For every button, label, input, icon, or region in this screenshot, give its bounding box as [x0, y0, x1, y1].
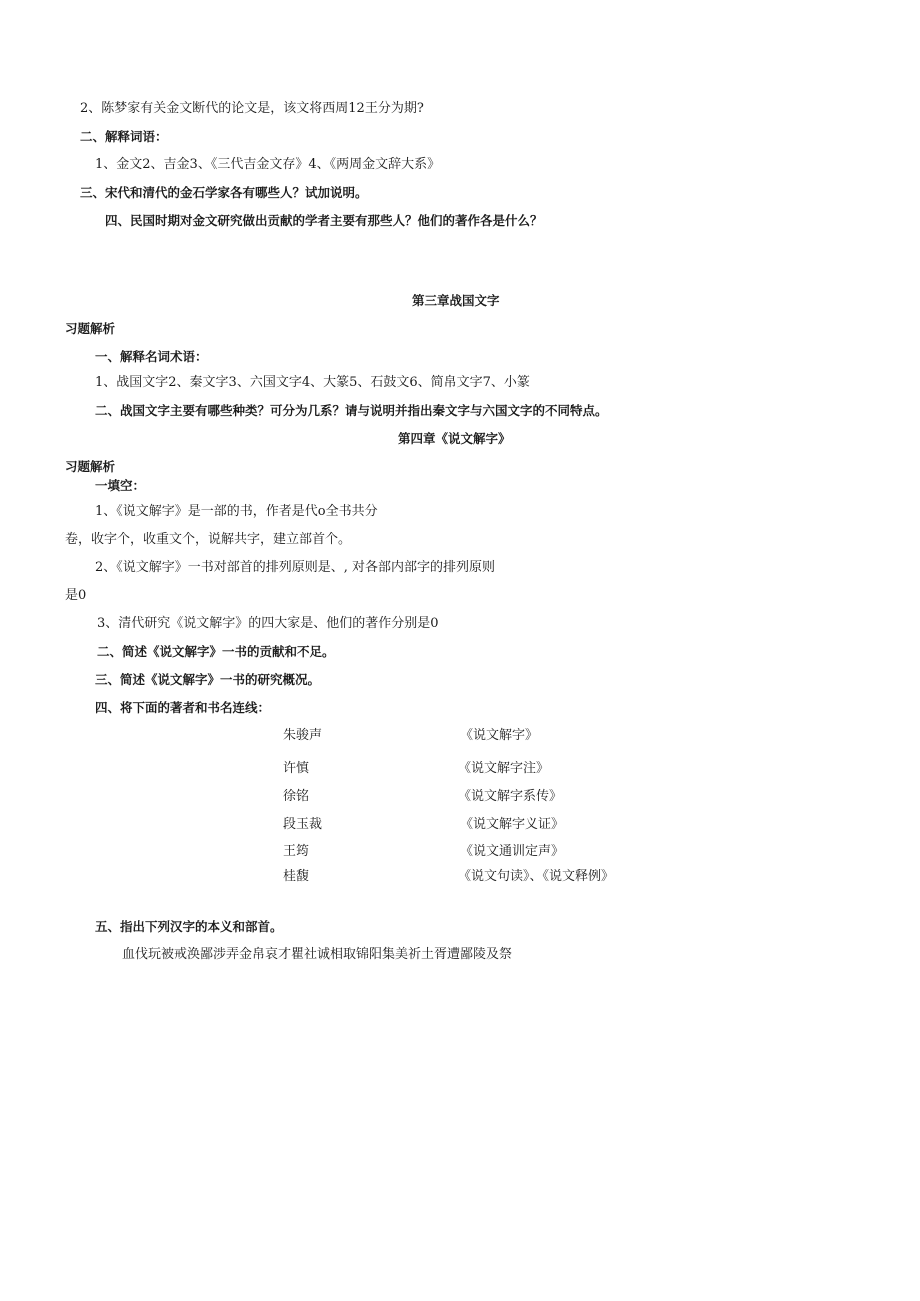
author-name: 王筠	[283, 844, 310, 859]
fill-question-1b: 卷，收字个，收重文个，说解共字，建立部首个。	[65, 532, 352, 547]
section-heading-3: 三、宋代和清代的金石学家各有哪些人？试加说明。	[80, 185, 368, 200]
fill-question-3: 3、清代研究《说文解字》的四大家是、他们的著作分别是0	[97, 616, 439, 631]
author-name: 许慎	[283, 761, 310, 776]
section-heading-2: 二、战国文字主要有哪些种类？可分为几系？请与说明并指出秦文字与六国文字的不同特点。	[95, 403, 608, 418]
exercise-heading: 习题解析	[65, 321, 116, 336]
section-heading-4: 四、民国时期对金文研究做出贡献的学者主要有那些人？他们的著作各是什么？	[105, 213, 543, 228]
author-name: 徐铭	[283, 789, 310, 804]
term-list: 1、金文2、吉金3、《三代吉金文存》4、《两周金文辞大系》	[95, 157, 441, 172]
author-name: 桂馥	[283, 869, 310, 884]
book-title: 《说文解字义证》	[460, 817, 565, 832]
section-heading-2: 二、简述《说文解字》一书的贡献和不足。	[97, 644, 335, 659]
book-title: 《说文通训定声》	[460, 844, 565, 859]
book-title: 《说文解字》	[460, 728, 539, 743]
section-heading-1: 一、解释名词术语：	[95, 349, 208, 364]
author-name: 朱骏声	[283, 728, 323, 743]
fill-question-2b: 是0	[65, 588, 87, 603]
section-heading-4: 四、将下面的著者和书名连线：	[95, 700, 271, 715]
term-list: 1、战国文字2、秦文字3、六国文字4、大篆5、石鼓文6、简帛文字7、小篆	[95, 375, 530, 390]
book-title: 《说文句读》、《说文释例》	[458, 869, 615, 884]
section-heading-1: 一填空：	[95, 478, 146, 493]
chapter-3-title: 第三章战国文字	[412, 293, 500, 308]
author-name: 段玉裁	[283, 817, 323, 832]
book-title: 《说文解字系传》	[458, 789, 563, 804]
section-heading-3: 三、简述《说文解字》一书的研究概况。	[95, 672, 321, 687]
question-2: 2、陈梦家有关金文断代的论文是，该文将西周12王分为期?	[80, 101, 424, 116]
character-list: 血伐玩被戒涣鄙涉弄金帛哀才瞿社诚相取锦阳集美祈土胥遭鄙陵及祭	[122, 947, 513, 962]
book-title: 《说文解字注》	[458, 761, 550, 776]
fill-question-1a: 1、《说文解字》是一部的书，作者是代o全书共分	[95, 504, 378, 519]
section-heading-5: 五、指出下列汉字的本义和部首。	[95, 919, 283, 934]
fill-question-2a: 2、《说文解字》一书对部首的排列原则是、, 对各部内部字的排列原则	[95, 560, 496, 575]
exercise-heading: 习题解析	[65, 459, 116, 474]
chapter-4-title: 第四章《说文解字》	[398, 431, 511, 446]
section-heading-2: 二、解释词语：	[80, 129, 168, 144]
